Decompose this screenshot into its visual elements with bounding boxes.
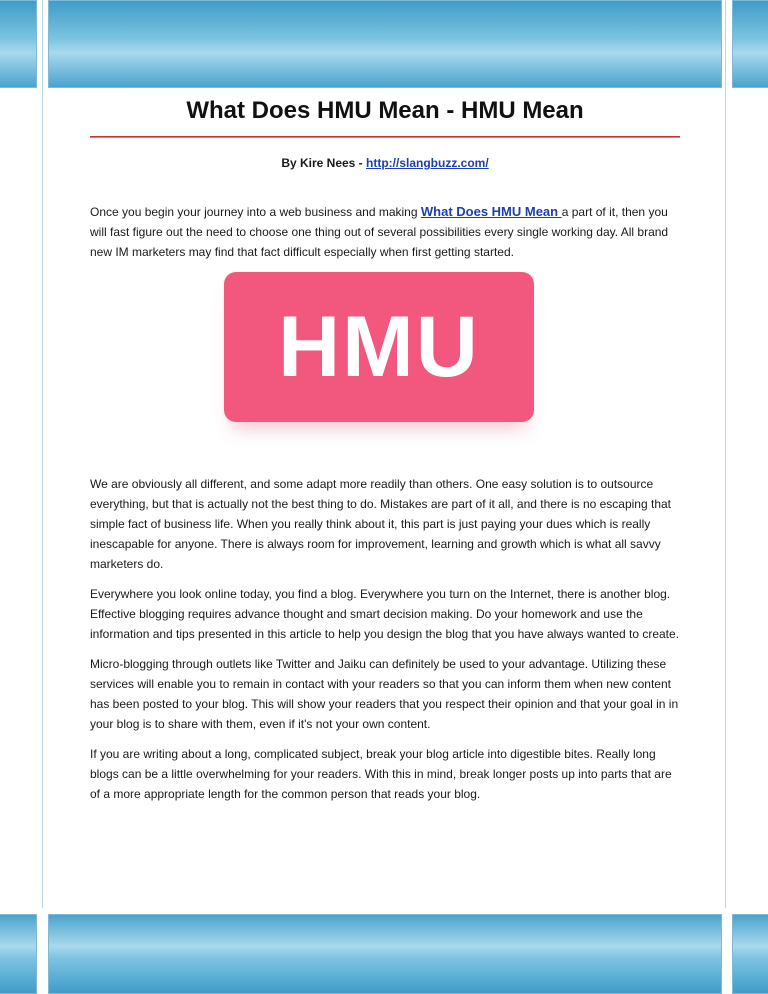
body-paragraph: Micro-blogging through outlets like Twitter and Jaiku can definitely be used to your advantage. Utilizing these services will enable you to remain in contact with your readers so that you can inform them when new content has been posted to your blog. This will show your readers that you respect their opinion and that your goal in in your blog is to share with them, even if it's not your own content. [90,657,679,731]
page-title: What Does HMU Mean - HMU Mean [186,97,584,124]
hmu-logo-box [224,272,534,422]
left-margin-line [42,0,43,994]
byline [90,155,680,171]
header-band [0,0,768,94]
footer-band [0,908,768,994]
footer-tile-left [0,914,37,994]
footer-tile-center [48,914,722,994]
hmu-logo-text: HMU [278,298,480,395]
header-tile-center [48,0,722,88]
byline-author: By Kire Nees - [281,156,367,170]
body-paragraph: We are obviously all different, and some adapt more readily than others. One easy solution is to outsource everything, but that is actually not the best thing to do. Mistakes are part of it all, and there is no escaping that simple fact of business life. When you really think about it, this part is just paying your dues which is really inescapable for anyone. There is always room for improvement, learning and growth which is what all savvy marketers do. [90,477,672,571]
footer-tile-right [732,914,768,994]
intro-text-start: Once you begin your journey into a web business and making [90,205,421,219]
keyword-link[interactable]: What Does HMU Mean [420,204,562,219]
body-paragraph: If you are writing about a long, complicated subject, break your blog article into digestible bites. Really long blogs can be a little overwhelming for your readers. With this in mind, break longer posts up into parts that are of a more appropriate length for the common person that reads your blog. [90,747,672,801]
header-tile-left [0,0,37,88]
header-tile-right [732,0,768,88]
intro-text-end: a part of it, then you will fast figure out the need to choose one thing out of several possibilities every single working day. All brand new IM marketers may find that fact difficult especially when first getting started. [90,205,669,259]
hmu-image [224,272,534,444]
byline-link[interactable]: http://slangbuzz.com/ [366,156,489,170]
intro-paragraph [90,202,680,262]
document-body [90,94,680,814]
right-margin-line [725,0,726,994]
title-divider [90,136,680,138]
body-paragraph: Everywhere you look online today, you find a blog. Everywhere you turn on the Internet, there is another blog. Effective blogging requires advance thought and smart decision making. Do your homework and use the information and tips presented in this article to help you design the blog that you have always wanted to create. [90,587,680,641]
